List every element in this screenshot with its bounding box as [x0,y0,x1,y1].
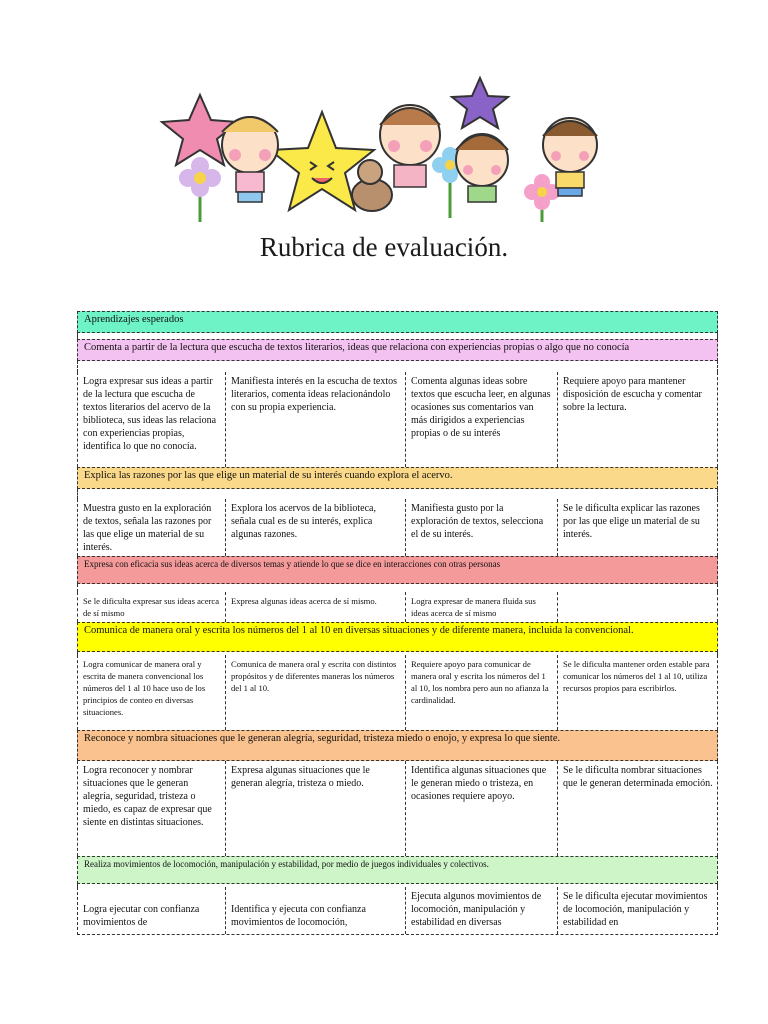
rubric-cell: Logra expresar de manera fluida sus ideas acerca de sí mismo [406,592,558,622]
rubric-cell: Ejecuta algunos movimientos de locomoción, manipulación y estabilidad en diversas [406,887,558,934]
rubric-cell: Comenta algunas ideas sobre textos que escucha leer, en algunas ocasiones sus comentarios van más dirigidos a experiencias propias o de su interés [406,372,558,467]
rubric-cell: Se le dificulta explicar las razones por las que elige un material de su interés. [563,503,700,540]
section-row-2 [77,499,718,556]
kids-stars-illustration [150,70,620,230]
rubric-cell: Explora los acervos de la biblioteca, señala cual es de su interés, explica algunas razones. [226,499,406,556]
rubric-cell: Expresa algunas situaciones que le generan alegría, tristeza o miedo. [226,761,406,856]
rubric-cell: Se le dificulta expresar sus ideas acerca de sí mismo [78,592,226,622]
rubric-cell: Logra expresar sus ideas a partir de la lectura que escucha de textos literarios del acervo de la biblioteca, sus ideas las relaciona con experiencias propias, identifica lo que no conocía. [78,372,226,467]
purple-star-icon [452,78,508,128]
rubric-cell: Identifica algunas situaciones que le generan miedo o tristeza, en ocasiones requiere apoyo. [406,761,558,856]
child-one-icon [222,117,278,202]
rubric-cell: Manifiesta interés en la escucha de textos literarios, comenta ideas relacionándolo con su propia experiencia. [226,372,406,467]
rubric-cell: Requiere apoyo para mantener disposición de escucha y comentar sobre la lectura. [563,376,702,413]
section-band-6: Realiza movimientos de locomoción, manipulación y estabilidad, por medio de juegos individuales y colectivos. [77,856,718,884]
flower-right-icon [524,174,560,222]
child-two-icon [380,105,440,187]
document-title: Rubrica de evaluación. [259,232,509,262]
section-band-4: Comunica de manera oral y escrita los números del 1 al 10 en diversas situaciones y de diferente manera, incluida la convencional. [77,622,718,652]
section-row-1 [77,372,718,467]
dog-icon [352,160,392,211]
rubric-cell: Manifiesta gusto por la exploración de textos, selecciona el de su interés. [406,499,558,556]
spacer [77,361,718,372]
section-band-2: Explica las razones por las que elige un material de su interés cuando explora el acervo. [77,467,718,489]
section-band-3: Expresa con eficacia sus ideas acerca de diversos temas y atiende lo que se dice en interacciones con otras personas [77,556,718,584]
rubric-cell: Logra comunicar de manera oral y escrita de manera convencional los números del 1 al 10 hace uso de los principios de conteo en diversas situaciones. [78,655,226,730]
section-row-5 [77,761,718,856]
rubric-cell: Se le dificulta ejecutar movimientos de locomoción, manipulación y estabilidad en [563,891,708,928]
rubric-cell [558,592,719,622]
child-three-icon [456,134,508,202]
rubric-cell: Comunica de manera oral y escrita con distintos propósitos y de diferentes maneras los números del 1 al 10. [226,655,406,730]
section-row-6 [77,887,718,935]
section-band-1: Comenta a partir de la lectura que escucha de textos literarios, ideas que relaciona con experiencias propias o algo que no conocía [77,339,718,361]
spacer [77,489,718,499]
rubric-cell: Se le dificulta mantener orden estable para comunicar los números del 1 al 10, utiliza recursos propios para escribirlos. [563,659,710,693]
learning-outcomes-header: Aprendizajes esperados [77,311,718,333]
rubric-cell: Logra ejecutar con confianza movimientos de [78,887,226,934]
section-row-4 [77,655,718,730]
rubric-cell: Muestra gusto en la exploración de textos, señala las razones por las que elige un material de su interés. [78,499,226,556]
rubric-table [77,311,718,935]
rubric-cell: Logra reconocer y nombrar situaciones que le generan alegría, seguridad, tristeza o miedo, es capaz de expresar que siente en distintas situaciones. [78,761,226,856]
spacer [77,584,718,592]
rubric-cell: Expresa algunas ideas acerca de sí mismo. [226,592,406,622]
flower-left-icon [179,157,221,222]
section-band-5: Reconoce y nombra situaciones que le generan alegría, seguridad, tristeza miedo o enojo, y expresa lo que siente. [77,730,718,761]
rubric-cell: Requiere apoyo para comunicar de manera oral y escrita los números del 1 al 10, los nombra pero aun no afianza la cardinalidad. [406,655,558,730]
rubric-cell: Identifica y ejecuta con confianza movimientos de locomoción, [226,887,406,934]
rubric-cell: Se le dificulta nombrar situaciones que le generan determinada emoción. [563,765,713,789]
section-row-3 [77,592,718,622]
